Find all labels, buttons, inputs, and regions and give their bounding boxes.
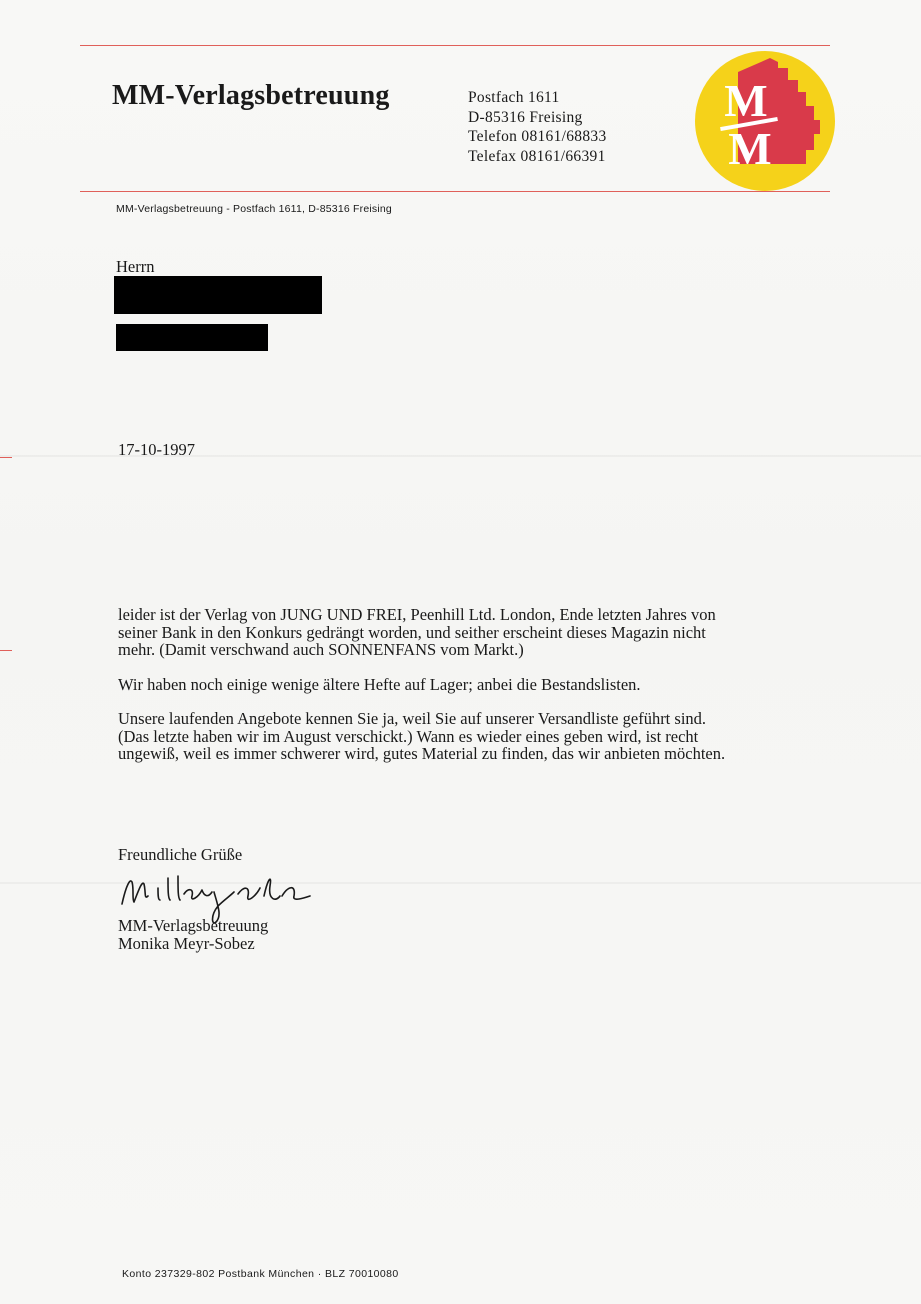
fold-mark (0, 457, 12, 458)
fax-line: Telefax 08161/66391 (468, 147, 606, 165)
return-address-line: MM-Verlagsbetreuung - Postfach 1611, D-85316 Freising (116, 203, 392, 215)
body-paragraph: Wir haben noch einige wenige ältere Hefte auf Lager; anbei die Bestandslisten. (118, 674, 641, 694)
contact-block (468, 88, 607, 166)
bank-details-footer: Konto 237329-802 Postbank München · BLZ 70010080 (122, 1268, 399, 1280)
body-paragraph: leider ist der Verlag von JUNG UND FREI, Peenhill Ltd. London, Ende letzten Jahres von seiner Bank in den Konkurs gedrängt worden, und seither erscheint dieses Magazin nicht mehr. (Damit verschwand auch SONNENFANS vom Markt.) (118, 605, 716, 659)
body-paragraph: Unsere laufenden Angebote kennen Sie ja, weil Sie auf unserer Versandliste geführt sind. (Das letzte haben wir im August verschickt.) Wann es wieder eines geben wird, ist recht ungewiß, weil es immer schwerer wird, gutes Material zu finden, das wir anbieten möchten. (118, 709, 726, 763)
signature-name: Monika Meyr-Sobez (118, 934, 255, 953)
city-line: D-85316 Freising (468, 108, 583, 126)
closing-phrase: Freundliche Grüße (118, 845, 243, 864)
redacted-recipient-address (116, 324, 268, 351)
header-top-rule (80, 45, 830, 46)
company-logo (694, 50, 836, 192)
phone-line: Telefon 08161/68833 (468, 128, 607, 145)
logo-letter-bottom: M (728, 123, 772, 174)
signature-block (118, 917, 268, 953)
letter-body (118, 606, 738, 780)
company-name: MM-Verlagsbetreuung (112, 80, 390, 111)
signature-company: MM-Verlagsbetreuung (118, 916, 269, 935)
redacted-recipient-name (114, 276, 322, 314)
recipient-salutation: Herrn (116, 257, 155, 276)
letter-date: 17-10-1997 (118, 440, 195, 459)
punch-mark (0, 650, 12, 651)
logo-letter-top: M (724, 75, 768, 126)
postbox-line: Postfach 1611 (468, 89, 560, 106)
